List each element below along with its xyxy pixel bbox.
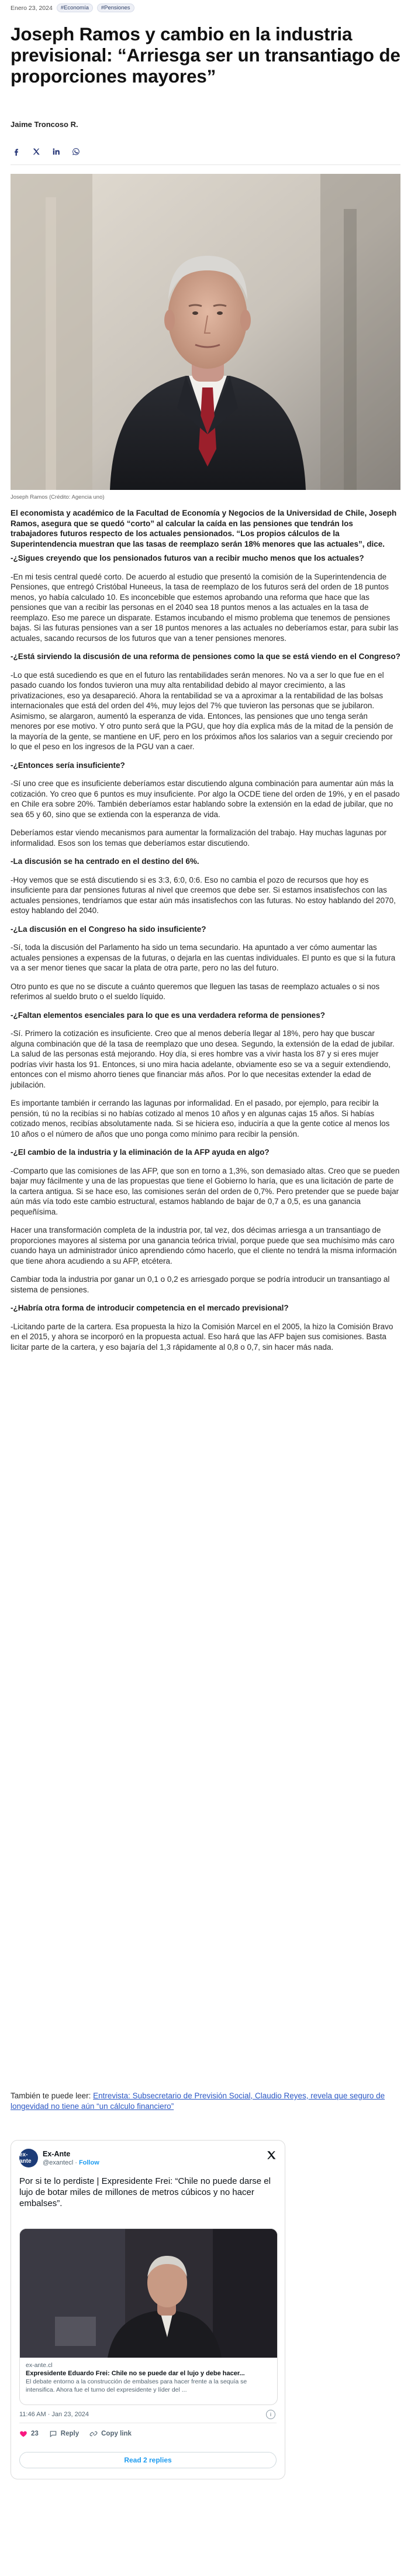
interview-answer: Cambiar toda la industria por ganar un 0,1 o 0,2 es arriesgado porque se podría introducir un transantiago al sistema de pensiones. [11, 1275, 390, 1294]
publish-date: Enero 23, 2024 [11, 4, 53, 12]
interview-question: -¿Sigues creyendo que los pensionados futuros van a recibir mucho menos que los actuales? [11, 554, 364, 562]
photo-caption: Joseph Ramos (Crédito: Agencia uno) [11, 494, 105, 500]
tweet-author-handle-row [43, 2159, 99, 2167]
tweet-card-body [26, 2361, 271, 2394]
embedded-tweet [11, 2140, 285, 2479]
interview-answer: -Hoy vemos que se está discutiendo si es 3:3, 6:0, 0:6. Eso no cambia el pozo de recursos que hoy es insuficiente para dar pensiones futuras al nivel que creemos que debe ser. Si estamos insatisfechos con las actuales pensiones, tendríamos que estar aún más insatisfechos con las futuras. No estoy hablando del 2070, estoy hablando del 2040. [11, 875, 396, 915]
info-icon[interactable]: i [266, 2410, 275, 2419]
tweet-author [43, 2150, 99, 2167]
share-bar [11, 146, 400, 157]
interview-answer: -En mi tesis central quedé corto. De acuerdo al estudio que presentó la comisión de la Superintendencia de Pensiones, que entregó Cristóbal Huneeus, la tasa de reemplazo de los futuros será del orden de 18 puntos menos, yo había calculado 10. Es inconcebible que estemos aprobando una reforma que hace que las pensiones que van a recibir las personas en el 2040 sea 18 puntos menos a las actuales en la tasa de reemplazo. Eso me parece un disparate. Estamos incubando el mismo problema que tenemos de pensiones bajas. Si las futuras pensiones van a ser 18 puntos menores a las actuales no deberíamos estar, para subir las actuales, sacando recursos de los futuros que van a tener pensiones menores. [11, 572, 399, 643]
interview-question: -¿Está sirviendo la discusión de una reforma de pensiones como la que se está viendo en el Congreso? [11, 652, 400, 661]
portrait-illustration [11, 174, 400, 490]
article-photo [11, 174, 400, 490]
handle-separator: · [75, 2159, 79, 2166]
whatsapp-icon[interactable] [70, 146, 82, 157]
article-headline: Joseph Ramos y cambio en la industria previsional: “Arriesga ser un transantiago de proporciones mayores” [11, 23, 400, 87]
interview-answer: Otro punto es que no se discute a cuánto queremos que lleguen las tasas de reemplazo actuales o si nos referimos al sueldo bruto o el sueldo líquido. [11, 982, 380, 1001]
interview-answer: -Comparto que las comisiones de las AFP, que son en torno a 1,3%, son demasiado altas. Creo que se pueden bajar muy fácilmente y una de las propuestas que tiene el Gobierno lo haría, que es una licitación de parte de la cartera antigua. Si se hace eso, las comisiones serán del orden de 0,7%. Pero pretender que se puede bajar aún más vía todo este cambio estructural, estamos hablando de bajar de 0,7 a 0,5, es una ganancia pequeñísima. [11, 1166, 400, 1216]
interview-answer: Es importante también ir cerrando las lagunas por informalidad. En el pasado, por ejemplo, para recibir la pensión, tú no la recibías si no habías cotizado al menos 10 años y en algunas cajas 15 años. Si habías cotizado menos, recibías absolutamente nada. Si se hiciera eso, induciría a que la gente cotice al menos los 10 años o el número de años que uno ponga como mínimo para recibir la pensión. [11, 1099, 390, 1138]
also-read-link[interactable]: Entrevista: Subsecretario de Previsión Social, Claudio Reyes, revela que seguro de longevidad no tiene aún “un cálculo financiero” [11, 2091, 385, 2111]
tweet-card-description: El debate entorno a la construcción de embalses para hacer frente a la sequía se intensifica. Ahora fue el turno del expresidente y líder del ... [26, 2378, 247, 2393]
tweet-header [19, 2149, 99, 2167]
also-read-prefix: También te puede leer: [11, 2091, 91, 2100]
interview-answer: -Sí, toda la discusión del Parlamento ha sido un tema secundario. Ha apuntado a ver cómo aumentar las actuales pensiones a expensas de la futuras, o dejarla en las cuentas individuales. El punto es que si la futura va a ser menor tienes que sacar la plata de otra parte, pero no las del futuro. [11, 943, 396, 972]
tweet-link-card[interactable] [19, 2228, 278, 2405]
tweet-author-handle[interactable]: @exantecl [43, 2159, 74, 2166]
tweet-copy-label: Copy link [101, 2430, 132, 2437]
facebook-icon[interactable] [11, 146, 22, 157]
tweet-read-replies-button[interactable]: Read 2 replies [19, 2452, 277, 2468]
card-photo-illustration [20, 2229, 277, 2358]
tweet-reply-button[interactable] [49, 2430, 79, 2438]
tag-economia[interactable]: #Economía [57, 4, 93, 12]
interview-answer: -Sí. Primero la cotización es insuficiente. Creo que al menos debería llegar al 18%, pero hay que buscar alguna combinación que dé la tasa de reemplazo que uno desea. Segundo, la extensión de la edad de jubilar. La salud de las personas está mejorando. Hoy día, si eres hombre vas a vivir hasta los 87 y si eres mujer podrías vivir hasta los 91. Entonces, si uno mira hacia adelante, obviamente eso se va a seguir extendiendo, entonces con el mismo ahorro tienes que financiar más años. Por lo que necesitas extender la edad de jubilación. [11, 1029, 395, 1089]
interview-answer: Hacer una transformación completa de la industria por, tal vez, dos décimas arriesga a un transantiago de proporciones mayores al sistema por una ganancia teórica trivial, porque puede que sea muchísimo más caro cuando haya un administrador único aprendiendo cómo hacerlo, que el cliente no tendrá la misma información que tiene ahora acudiendo a su AFP, etcétera. [11, 1226, 397, 1265]
tweet-card-domain: ex-ante.cl [26, 2362, 53, 2369]
tweet-card-image [20, 2229, 277, 2358]
interview-question: -¿La discusión en el Congreso ha sido insuficiente? [11, 924, 206, 934]
tweet-like-button[interactable] [19, 2430, 39, 2438]
interview-question: -¿Entonces sería insuficiente? [11, 760, 125, 770]
article-meta [11, 4, 400, 12]
also-read [11, 2091, 400, 2112]
tag-pensiones[interactable]: #Pensiones [97, 4, 134, 12]
tweet-avatar[interactable]: ex-ante [19, 2149, 38, 2167]
x-icon[interactable] [30, 146, 42, 157]
reply-icon [49, 2430, 57, 2438]
interview-answer: -Licitando parte de la cartera. Esa propuesta la hizo la Comisión Marcel en el 2005, la hizo la Comisión Bravo en el 2015, y ahora se incorporó en la propuesta actual. Eso hará que las AFP bajen sus comisiones. Basta licitar parte de la cartera, y eso bajaría del 1,3 rápidamente al 0,8 o 0,7, sin hacer más nada. [11, 1322, 393, 1352]
interview-answer: -Sí uno cree que es insuficiente deberíamos estar discutiendo alguna combinación para aumentar aún más la cotización. Yo creo que 6 puntos es muy insuficiente. Por algo la OCDE tiene del orden de 19%, y en el pasado en Chile era sobre 20%. También deberíamos estar hablando sobre la extensión en la edad de jubilar, que no sea 65 y 60, sino que se extienda con la esperanza de vida. [11, 779, 400, 819]
tweet-like-count: 23 [31, 2430, 39, 2437]
share-divider [11, 164, 400, 165]
interview-answer: -Lo que está sucediendo es que en el futuro las rentabilidades serán menores. No va a ser lo que fue en el pasado cuando los fondos tuvieron una muy alta rentabilidad debido al mayor crecimiento, a las privatizaciones, eso ya desapareció. Ahora la rentabilidad se va a aproximar a la rentabilidad de las bolsas internacionales que está del orden del 4%, muy lejos del 7% que tuvieron las personas que se jubilaron. Asimismo, se alargaron, aumentó la esperanza de vida. Entonces, las pensiones que uno tenga serán menores por ese motivo. Y otro punto será que la PGU, que hoy día explica más de la mitad de la pensión de la mayoría de la gente, se mantiene en UF, pero en los próximos años los salarios van a seguir creciendo por lo que el peso en los ingresos de la PGU van a caer. [11, 670, 393, 751]
tweet-card-title: Expresidente Eduardo Frei: Chile no se puede dar el lujo y debe hacer... [26, 2370, 245, 2377]
interview-answer: Deberíamos estar viendo mecanismos para aumentar la formalización del trabajo. Hay muchas lagunas por informalidad. Esos son los temas que deberíamos estar discutiendo. [11, 828, 387, 848]
interview-question: -¿El cambio de la industria y la eliminación de la AFP ayuda en algo? [11, 1148, 270, 1157]
tweet-follow-button[interactable]: Follow [78, 2159, 99, 2166]
author-name[interactable]: Jaime Troncoso R. [11, 120, 78, 129]
interview-question: -La discusión se ha centrado en el destino del 6%. [11, 857, 199, 866]
tweet-copy-link-button[interactable] [89, 2430, 132, 2438]
tweet-text: Por si te lo perdiste | Expresidente Frei: “Chile no puede darse el lujo de botar miles de millones de metros cúbicos y no hacer embalses”. [19, 2176, 271, 2208]
link-icon [89, 2430, 98, 2438]
tweet-timestamp[interactable]: 11:46 AM · Jan 23, 2024 [19, 2411, 89, 2418]
tweet-author-name[interactable]: Ex-Ante [43, 2149, 71, 2158]
heart-icon [19, 2430, 27, 2438]
article-lead: El economista y académico de la Facultad de Economía y Negocios de la Universidad de Chile, Joseph Ramos, asegura que se quedó “corto” al calcular la caída en las pensiones que tendrán los trabajadores futuros respecto de los actuales pensionados. “Los propios cálculos de la Superintendencia muestran que las tasas de reemplazo serán 18% menores que las actuales”, dice. [11, 509, 397, 548]
interview-question: -¿Faltan elementos esenciales para lo que es una verdadera reforma de pensiones? [11, 1010, 325, 1020]
tweet-reply-label: Reply [60, 2430, 80, 2437]
article-body [11, 553, 400, 1360]
interview-question: -¿Habría otra forma de introducir competencia en el mercado previsional? [11, 1304, 289, 1312]
tweet-actions [19, 2430, 132, 2438]
linkedin-icon[interactable] [50, 146, 62, 157]
x-logo-icon[interactable] [266, 2150, 277, 2160]
